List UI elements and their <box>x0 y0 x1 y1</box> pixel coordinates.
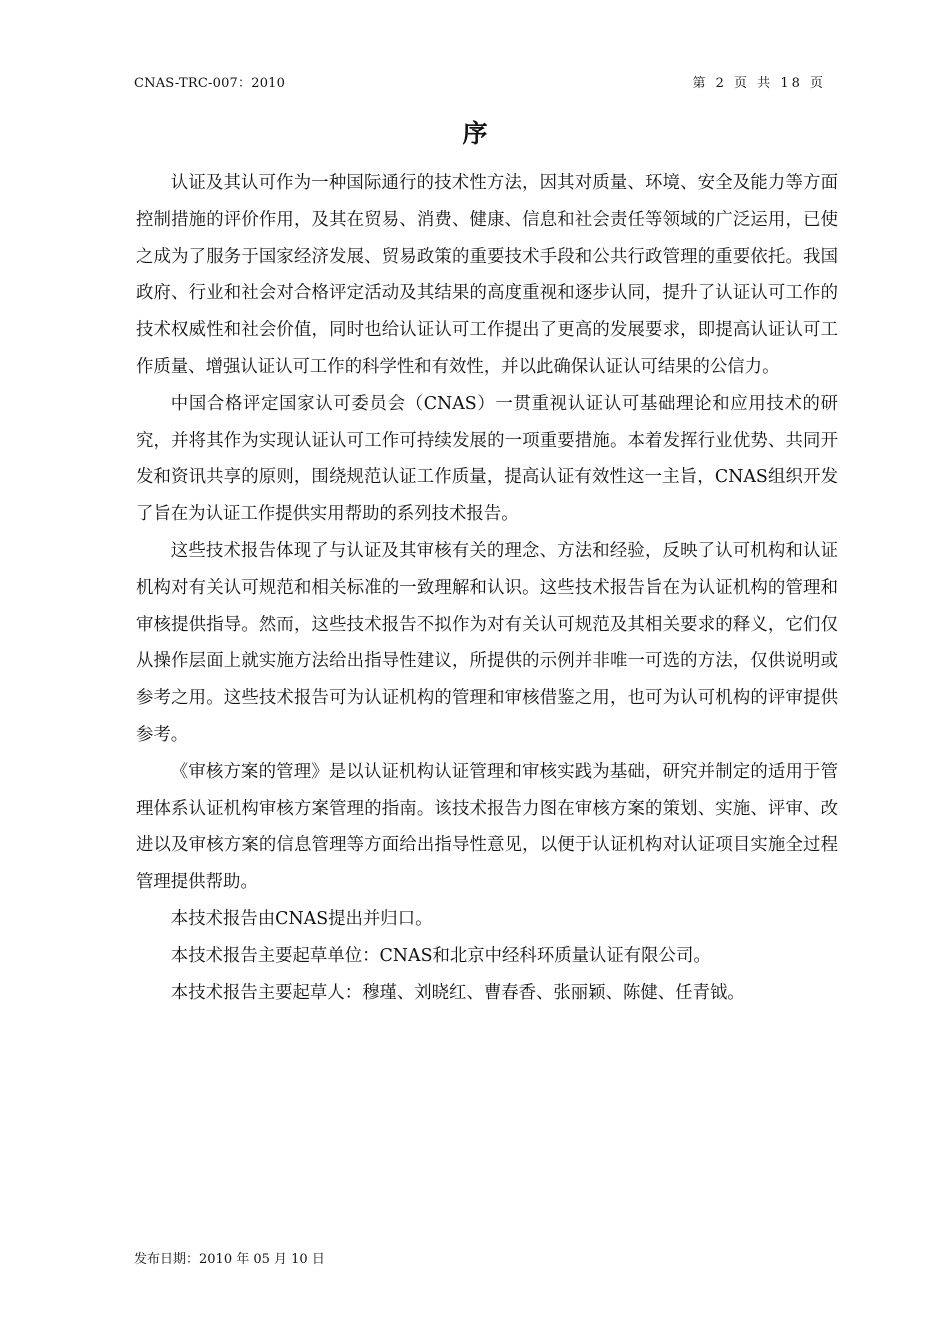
paragraph-technical-reports: 这些技术报告体现了与认证及其审核有关的理念、方法和经验，反映了认可机构和认证机构对有关认可规范和相关标准的一致理解和认识。这些技术报告旨在为认证机构的管理和审核提供指导。然而，这些技术报告不拟作为对有关认可规范及其相关要求的释义，它们仅从操作层面上就实施方法给出指导性建议，所提供的示例并非唯一可选的方法，仅供说明或参考之用。这些技术报告可为认证机构的管理和审核借鉴之用，也可为认可机构的评审提供参考。 <box>136 540 838 745</box>
page-number-info: 第 2 页 共 18 页 <box>692 76 826 91</box>
page-title: 序 <box>462 119 488 148</box>
preface-body <box>136 165 838 1011</box>
paragraph-proposed-by: 本技术报告由CNAS提出并归口。 <box>170 908 433 929</box>
paragraph-intro: 认证及其认可作为一种国际通行的技术性方法，因其对质量、环境、安全及能力等方面控制措施的评价作用，及其在贸易、消费、健康、信息和社会责任等领域的广泛运用，已使之成为了服务于国家经济发展、贸易政策的重要技术手段和公共行政管理的重要依托。我国政府、行业和社会对合格评定活动及其结果的高度重视和逐步认同，提升了认证认可工作的技术权威性和社会价值，同时也给认证认可工作提出了更高的发展要求，即提高认证认可工作质量、增强认证认可工作的科学性和有效性，并以此确保认证认可结果的公信力。 <box>136 173 838 377</box>
paragraph-audit-programme: 《审核方案的管理》是以认证机构认证管理和审核实践为基础，研究并制定的适用于管理体系认证机构审核方案管理的指南。该技术报告力图在审核方案的策划、实施、评审、改进以及审核方案的信息管理等方面给出指导性意见，以便于认证机构对认证项目实施全过程管理提供帮助。 <box>136 761 838 893</box>
paragraph-cnas-research: 中国合格评定国家认可委员会（CNAS）一贯重视认证认可基础理论和应用技术的研究，并将其作为实现认证认可工作可持续发展的一项重要措施。本着发挥行业优势、共同开发和资讯共享的原则，围绕规范认证工作质量，提高认证有效性这一主旨，CNAS组织开发了旨在为认证工作提供实用帮助的系列技术报告。 <box>136 393 838 525</box>
paragraph-drafting-units: 本技术报告主要起草单位：CNAS和北京中经科环质量认证有限公司。 <box>170 945 711 966</box>
paragraph-drafters: 本技术报告主要起草人：穆瑾、刘晓红、曹春香、张丽颖、陈健、任青钺。 <box>170 982 745 1003</box>
document-code: CNAS-TRC-007：2010 <box>134 76 286 91</box>
publish-date: 发布日期：2010 年 05 月 10 日 <box>134 1252 325 1267</box>
